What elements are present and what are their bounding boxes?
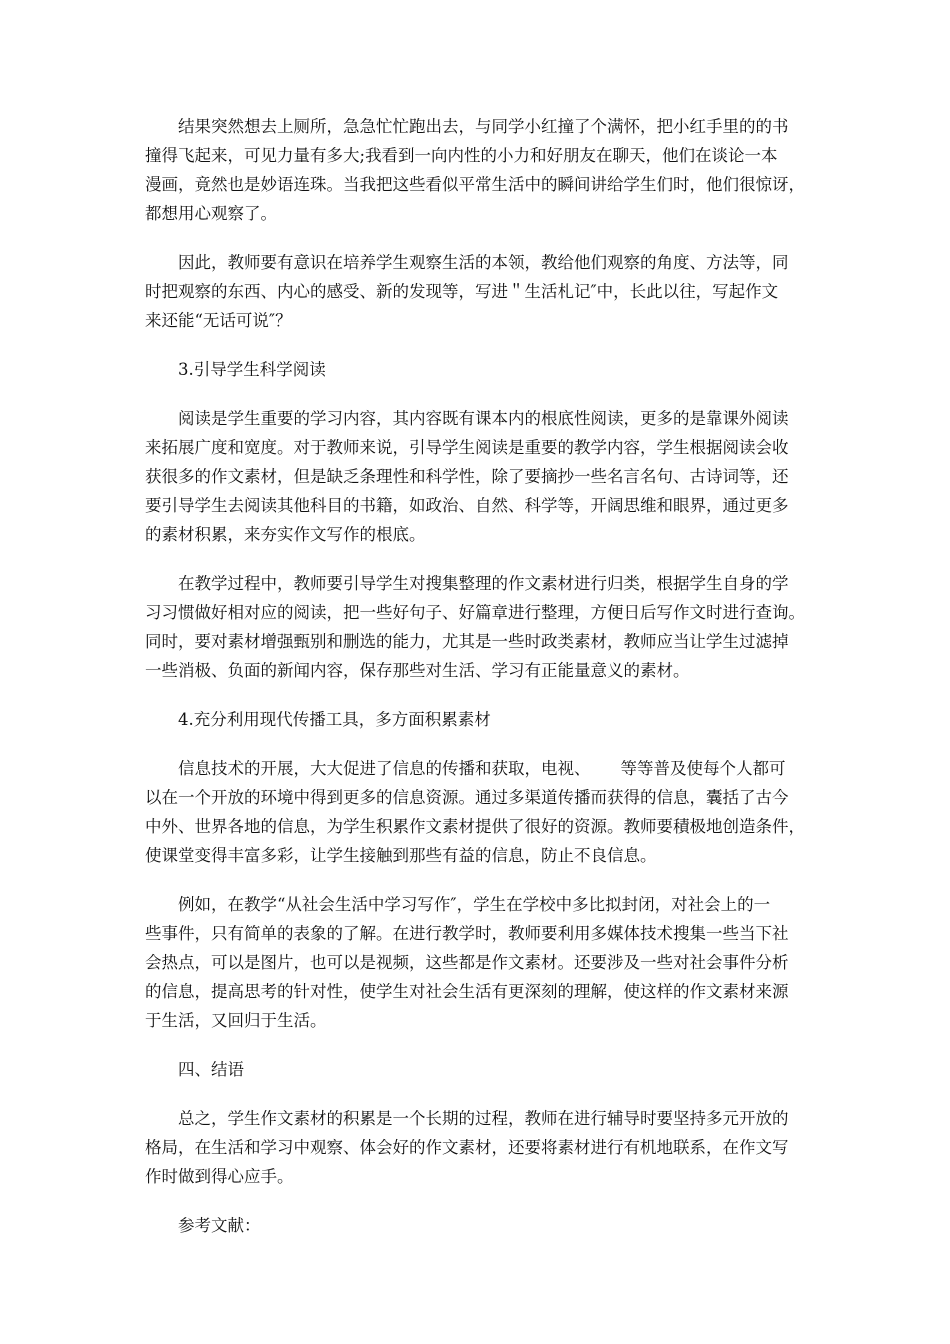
document-body bbox=[145, 112, 811, 1260]
section-heading-references: 参考文献： bbox=[178, 1216, 261, 1235]
paragraph-teacher-guidance bbox=[145, 248, 811, 335]
section-heading-conclusion: 四、结语 bbox=[178, 1060, 244, 1079]
text-segment: 信息技术的开展，大大促进了信息的传播和获取，电视、 bbox=[178, 759, 591, 778]
paragraph-information-technology bbox=[145, 754, 811, 870]
text-line: 获很多的作文素材，但是缺乏条理性和科学性，除了要摘抄一些名言名句、古诗词等，还 bbox=[145, 467, 789, 486]
section-heading-reading: 3.引导学生科学阅读 bbox=[178, 360, 326, 379]
text-line: 习习惯做好相对应的阅读，把一些好句子、好篇章进行整理，方便日后写作文时进行查询。 bbox=[145, 603, 805, 622]
text-line: 在教学过程中，教师要引导学生对搜集整理的作文素材进行归类，根据学生自身的学 bbox=[178, 574, 789, 593]
text-line bbox=[145, 754, 811, 783]
text-line: 中外、世界各地的信息，为学生积累作文素材提供了很好的资源。教师要積极地创造条件， bbox=[145, 817, 805, 836]
text-line: 要引导学生去阅读其他科目的书籍，如政治、自然、科学等，开阔思维和眼界，通过更多 bbox=[145, 496, 789, 515]
paragraph-observation-examples bbox=[145, 112, 811, 228]
text-line: 例如，在教学“从社会生活中学习写作″，学生在学校中多比拟封闭，对社会上的一 bbox=[178, 895, 771, 914]
text-line: 格局，在生活和学习中观察、体会好的作文素材，还要将素材进行有机地联系，在作文写 bbox=[145, 1138, 789, 1157]
text-line: 都想用心观察了。 bbox=[145, 204, 277, 223]
text-line: 总之，学生作文素材的积累是一个长期的过程，教师在进行辅导时要坚持多元开放的 bbox=[178, 1109, 789, 1128]
text-line: 时把观察的东西、内心的感受、新的发现等，写进＂生活札记″中，长此以往，写起作文 bbox=[145, 282, 779, 301]
text-line: 于生活，又回归于生活。 bbox=[145, 1011, 327, 1030]
text-line: 漫画，竟然也是妙语连珠。当我把这些看似平常生活中的瞬间讲给学生们时，他们很惊讶， bbox=[145, 175, 805, 194]
text-line: 同时，要对素材增强甄别和删选的能力，尤其是一些时政类素材，教师应当让学生过滤掉 bbox=[145, 632, 789, 651]
text-line: 作时做到得心应手。 bbox=[145, 1167, 294, 1186]
text-line: 阅读是学生重要的学习内容，其内容既有课本内的根底性阅读，更多的是靠课外阅读 bbox=[178, 409, 789, 428]
text-line: 撞得飞起来，可见力量有多大;我看到一向内性的小力和好朋友在聊天，他们在谈论一本 bbox=[145, 146, 778, 165]
paragraph-teaching-example bbox=[145, 890, 811, 1035]
section-heading-media-tools: 4.充分利用现代传播工具，多方面积累素材 bbox=[178, 710, 491, 729]
text-line: 的素材积累，来夯实作文写作的根底。 bbox=[145, 525, 426, 544]
text-line: 来还能“无话可说″？ bbox=[145, 311, 292, 330]
text-line: 结果突然想去上厕所，急急忙忙跑出去，与同学小红撞了个满怀，把小红手里的的书 bbox=[178, 117, 789, 136]
text-line: 因此，教师要有意识在培养学生观察生活的本领，教给他们观察的角度、方法等，同 bbox=[178, 253, 789, 272]
paragraph-conclusion bbox=[145, 1104, 811, 1191]
text-line: 使课堂变得丰富多彩，让学生接触到那些有益的信息，防止不良信息。 bbox=[145, 846, 657, 865]
text-line: 些事件，只有简单的表象的了解。在进行教学时，教师要利用多媒体技术搜集一些当下社 bbox=[145, 924, 789, 943]
text-line: 来拓展广度和宽度。对于教师来说，引导学生阅读是重要的教学内容，学生根据阅读会收 bbox=[145, 438, 789, 457]
text-line: 会热点，可以是图片，也可以是视频，这些都是作文素材。还要涉及一些对社会事件分析 bbox=[145, 953, 789, 972]
text-line: 的信息，提高思考的针对性，使学生对社会生活有更深刻的理解，使这样的作文素材来源 bbox=[145, 982, 789, 1001]
text-line: 一些消极、负面的新闻内容，保存那些对生活、学习有正能量意义的素材。 bbox=[145, 661, 690, 680]
paragraph-material-sorting bbox=[145, 569, 811, 685]
text-segment: 等等普及使每个人都可 bbox=[620, 759, 786, 778]
paragraph-reading-content bbox=[145, 404, 811, 549]
text-line: 以在一个开放的环境中得到更多的信息资源。通过多渠道传播而获得的信息，囊括了古今 bbox=[145, 788, 789, 807]
